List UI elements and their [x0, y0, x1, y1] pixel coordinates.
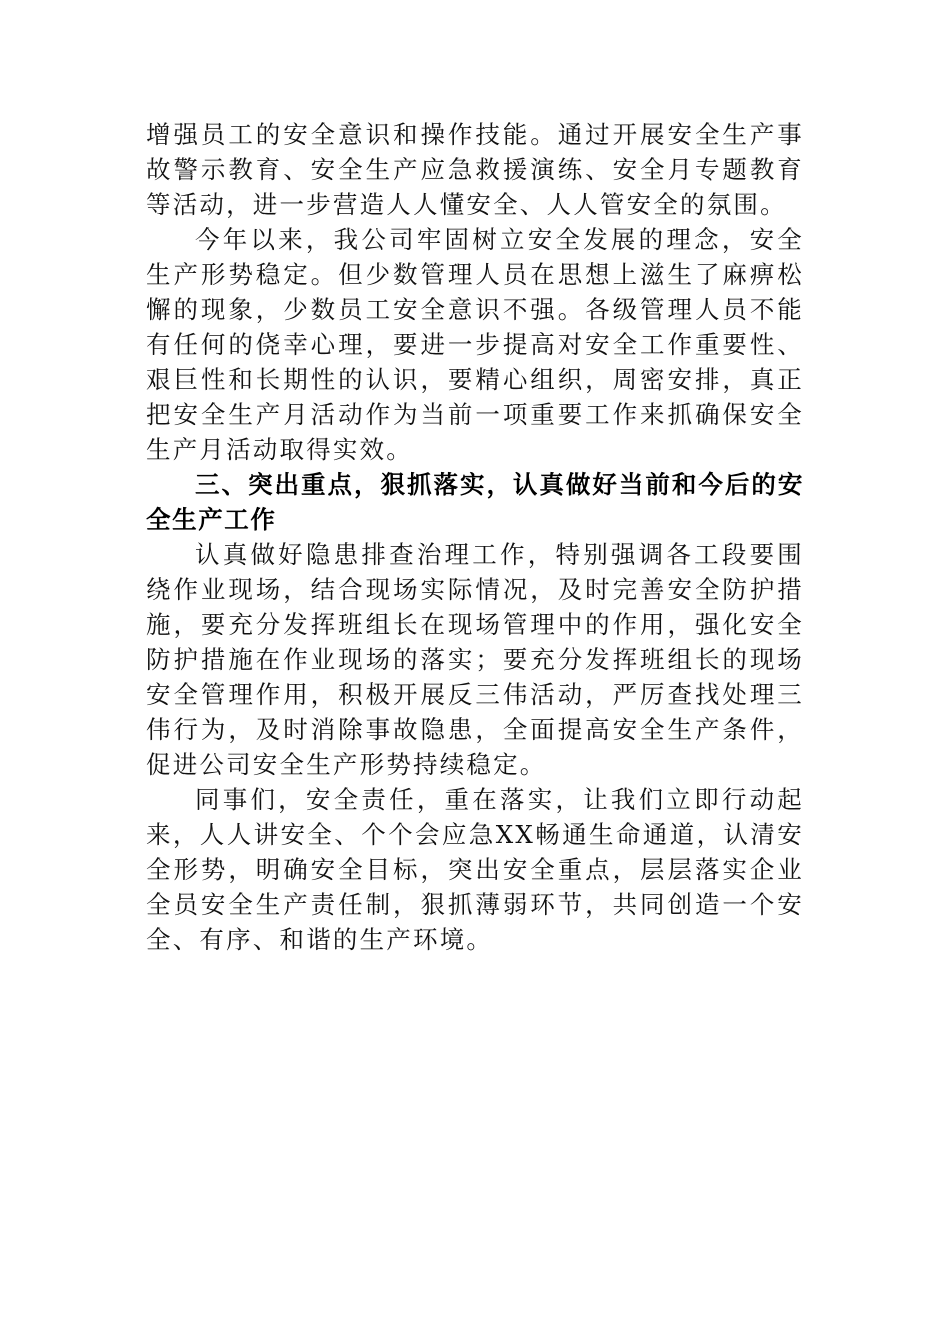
paragraph-hazard-inspection: 认真做好隐患排查治理工作，特别强调各工段要围绕作业现场，结合现场实际情况，及时完善安全防护措施，要充分发挥班组长在现场管理中的作用，强化安全防护措施在作业现场的落实；要充分发挥班组长的现场安全管理作用，积极开展反三伟活动，严厉查找处理三伟行为，及时消除事故隐患，全面提高安全生产条件，促进公司安全生产形势持续稳定。: [146, 540, 804, 779]
paragraph-closing-call: 同事们，安全责任，重在落实，让我们立即行动起来，人人讲安全、个个会应急XX畅通生命通道，认清安全形势，明确安全目标，突出安全重点，层层落实企业全员安全生产责任制，狠抓薄弱环节，共同创造一个安全、有序、和谐的生产环境。: [146, 785, 804, 954]
paragraph-safety-situation: 今年以来，我公司牢固树立安全发展的理念，安全生产形势稳定。但少数管理人员在思想上滋生了麻痹松懈的现象，少数员工安全意识不强。各级管理人员不能有任何的侥幸心理，要进一步提高对安全工作重要性、艰巨性和长期性的认识，要精心组织，周密安排，真正把安全生产月活动作为当前一项重要工作来抓确保安全生产月活动取得实效。: [146, 225, 804, 464]
document-body: [146, 117, 804, 957]
section-heading-three: 三、突出重点，狠抓落实，认真做好当前和今后的安全生产工作: [146, 470, 804, 534]
paragraph-continuation: 增强员工的安全意识和操作技能。通过开展安全生产事故警示教育、安全生产应急救援演练、安全月专题教育等活动，进一步营造人人懂安全、人人管安全的氛围。: [146, 120, 804, 219]
